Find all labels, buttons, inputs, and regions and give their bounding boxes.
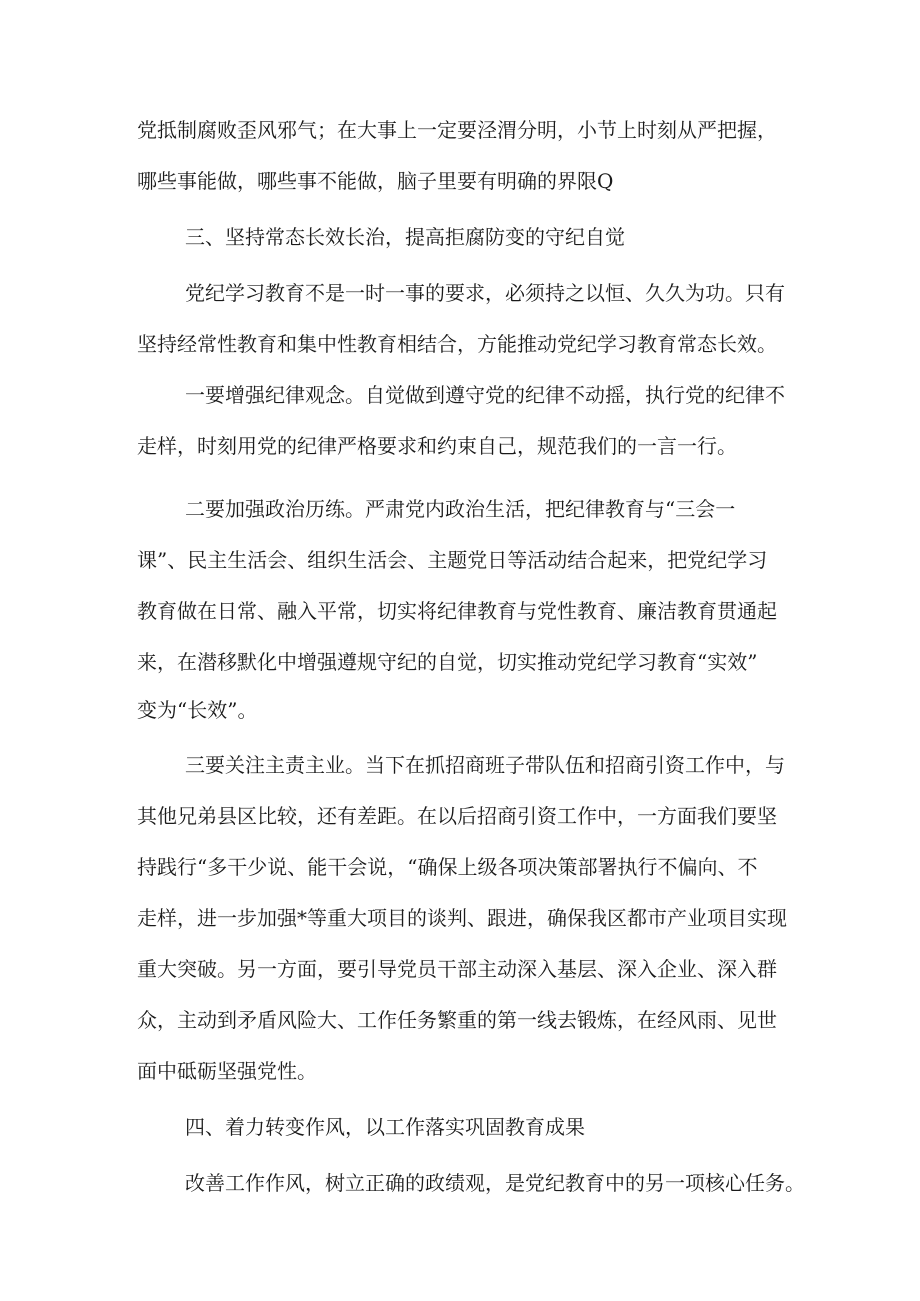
paragraph-line: 教育做在日常、融入平常，切实将纪律教育与党性教育、廉洁教育贯通起 <box>137 599 777 623</box>
paragraph-line: 党纪学习教育不是一时一事的要求，必须持之以恒、久久为功。只有 <box>185 281 785 305</box>
paragraph-line: 走样，时刻用党的纪律严格要求和约束自己，规范我们的一言一行。 <box>137 434 737 458</box>
paragraph-line: 党抵制腐败歪风邪气；在大事上一定要泾渭分明，小节上时刻从严把握， <box>137 118 777 142</box>
paragraph-line: 众，主动到矛盾风险大、工作任务繁重的第一线去锻炼，在经风雨、见世 <box>137 1008 777 1032</box>
paragraph-line: 二要加强政治历练。严肃党内政治生活，把纪律教育与“三会一 <box>185 497 736 521</box>
paragraph-line: 重大突破。另一方面，要引导党员干部主动深入基层、深入企业、深入群 <box>137 957 777 981</box>
paragraph-line: 三要关注主责主业。当下在抓招商班子带队伍和招商引资工作中，与 <box>185 753 785 777</box>
paragraph-line: 走样，进一步加强*等重大项目的谈判、跟进，确保我区都市产业项目实现 <box>137 906 787 930</box>
paragraph-line: 哪些事能做，哪些事不能做，脑子里要有明确的界限Q <box>137 169 614 193</box>
paragraph-line: 其他兄弟县区比较，还有差距。在以后招商引资工作中，一方面我们要坚 <box>137 804 777 828</box>
paragraph-line: 改善工作作风，树立正确的政绩观，是党纪教育中的另一项核心任务。 <box>185 1171 805 1195</box>
paragraph-line: 一要增强纪律观念。自觉做到遵守党的纪律不动摇，执行党的纪律不 <box>185 383 785 407</box>
section-heading: 四、着力转变作风，以工作落实巩固教育成果 <box>185 1115 585 1139</box>
paragraph-line: 来，在潜移默化中增强遵规守纪的自觉，切实推动党纪学习教育“实效” <box>137 650 758 674</box>
paragraph-line: 课”、民主生活会、组织生活会、主题党日等活动结合起来，把党纪学习 <box>137 548 768 572</box>
paragraph-line: 面中砥砺坚强党性。 <box>137 1059 317 1083</box>
paragraph-line: 变为“长效”。 <box>137 698 258 722</box>
section-heading: 三、坚持常态长效长治，提高拒腐防变的守纪自觉 <box>185 225 625 249</box>
paragraph-line: 持践行“多干少说、能干会说，“确保上级各项决策部署执行不偏向、不 <box>137 855 758 879</box>
paragraph-line: 坚持经常性教育和集中性教育相结合，方能推动党纪学习教育常态长效。 <box>137 332 777 356</box>
